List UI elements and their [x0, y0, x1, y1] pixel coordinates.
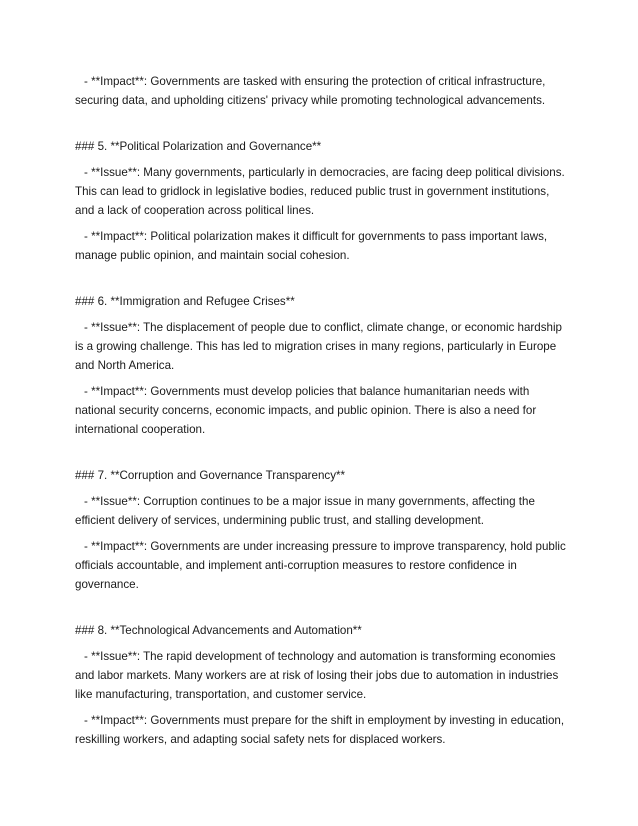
section-heading: ### 8. **Technological Advancements and Automation** — [75, 624, 362, 637]
paragraph-spacer — [75, 156, 567, 163]
paragraph-spacer — [75, 530, 567, 537]
section-spacer — [75, 594, 567, 621]
section-spacer — [75, 439, 567, 466]
impact-paragraph: - **Impact**: Governments must develop policies that balance humanitarian needs with national security concerns, economic impacts, and public opinion. There is also a need for international cooperation. — [75, 385, 537, 436]
impact-paragraph: - **Impact**: Governments are under increasing pressure to improve transparency, hold public officials accountable, and implement anti-corruption measures to restore confidence in governance. — [75, 540, 566, 591]
section-heading: ### 6. **Immigration and Refugee Crises** — [75, 295, 295, 308]
issue-paragraph: - **Issue**: The displacement of people due to conflict, climate change, or economic hardship is a growing challenge. This has led to migration crises in many regions, particularly in Europe and North America. — [75, 321, 562, 372]
issue-paragraph: - **Issue**: Many governments, particularly in democracies, are facing deep political divisions. This can lead to gridlock in legislative bodies, reduced public trust in government institutions, and a lack of cooperation across political lines. — [75, 166, 565, 217]
section-spacer — [75, 110, 567, 137]
impact-paragraph: - **Impact**: Political polarization makes it difficult for governments to pass important laws, manage public opinion, and maintain social cohesion. — [75, 230, 548, 262]
paragraph-spacer — [75, 220, 567, 227]
paragraph-spacer — [75, 311, 567, 318]
section-heading: ### 7. **Corruption and Governance Transparency** — [75, 469, 346, 482]
paragraph-spacer — [75, 375, 567, 382]
section-spacer — [75, 265, 567, 292]
paragraph-spacer — [75, 640, 567, 647]
section-heading: ### 5. **Political Polarization and Governance** — [75, 140, 322, 153]
issue-paragraph: - **Issue**: The rapid development of technology and automation is transforming economies and labor markets. Many workers are at risk of losing their jobs due to automation in industries like manufacturing, transportation, and customer service. — [75, 650, 559, 701]
paragraph-spacer — [75, 485, 567, 492]
impact-paragraph: - **Impact**: Governments are tasked with ensuring the protection of critical infrastructure, securing data, and upholding citizens' privacy while promoting technological advancements. — [75, 75, 546, 107]
issue-paragraph: - **Issue**: Corruption continues to be a major issue in many governments, affecting the efficient delivery of services, undermining public trust, and stalling development. — [75, 495, 535, 527]
document-page — [75, 72, 567, 749]
paragraph-spacer — [75, 704, 567, 711]
impact-paragraph: - **Impact**: Governments must prepare for the shift in employment by investing in education, reskilling workers, and adapting social safety nets for displaced workers. — [75, 714, 565, 746]
